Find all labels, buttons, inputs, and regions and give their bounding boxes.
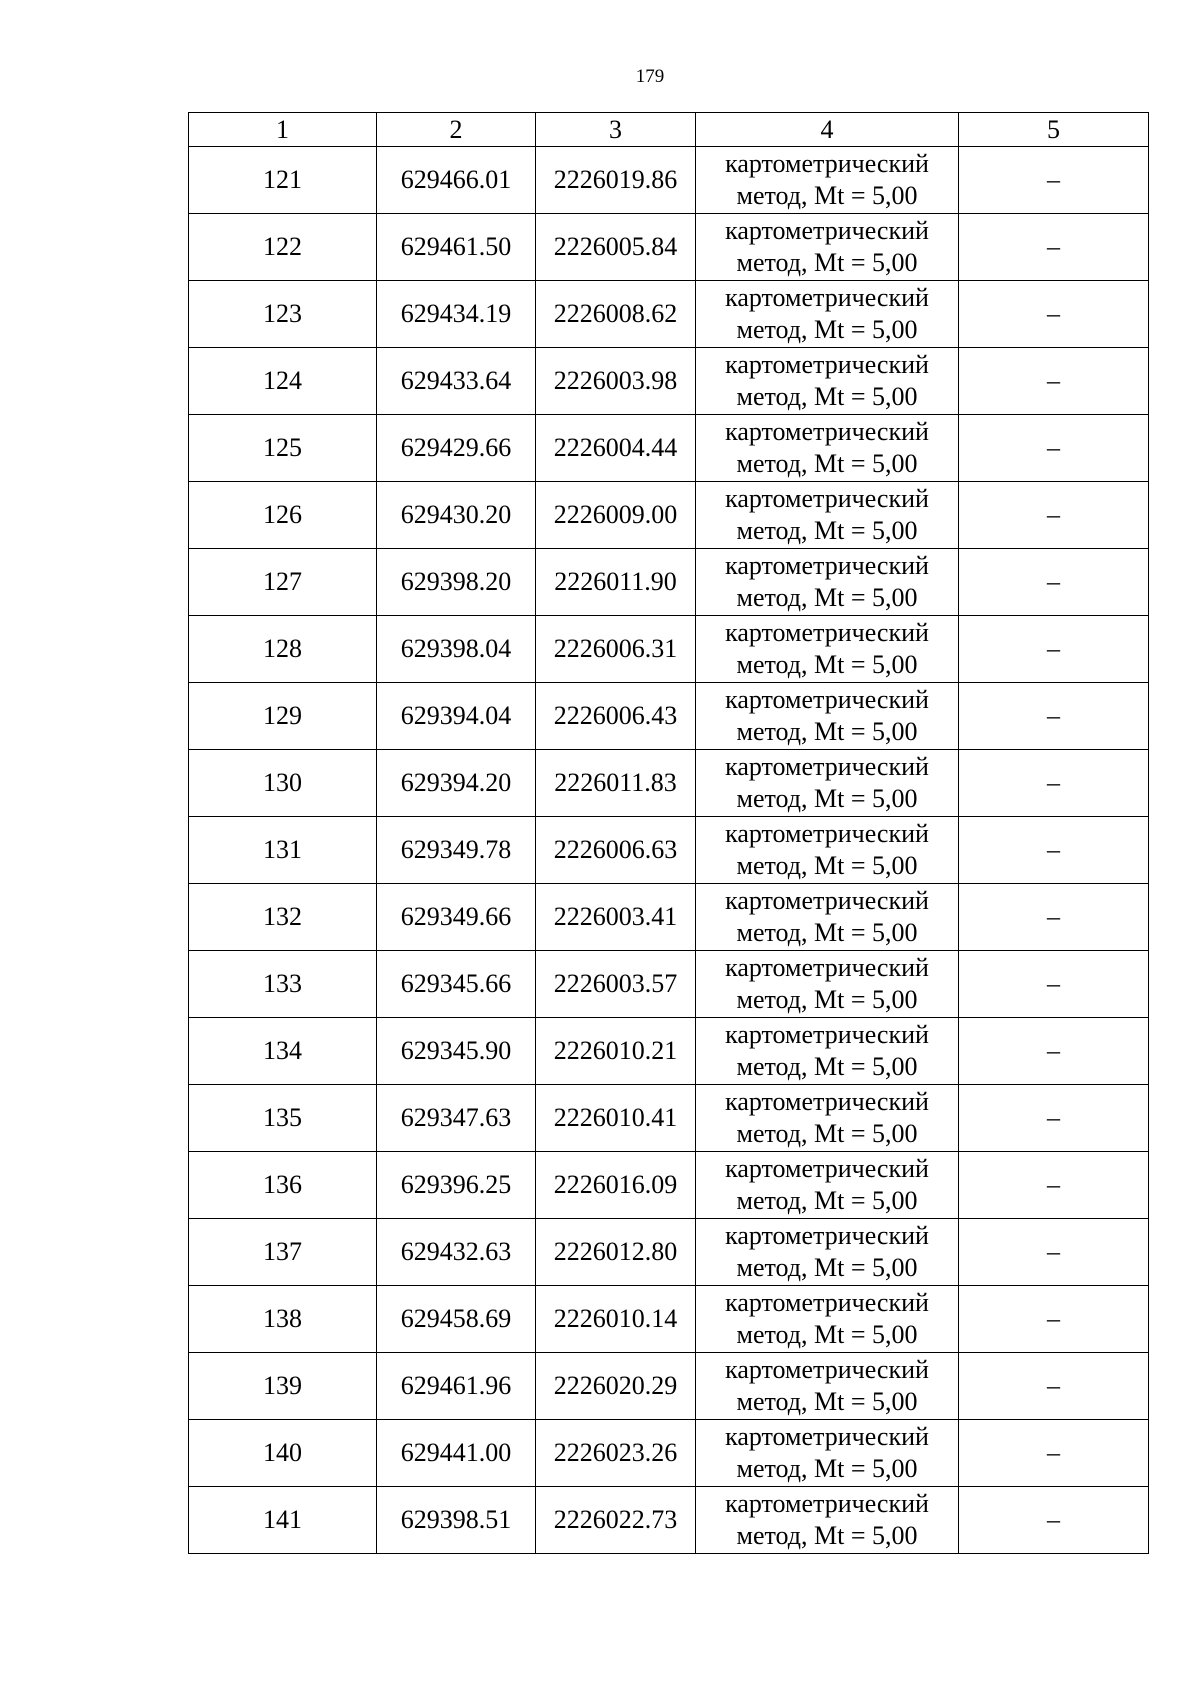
x-coordinate-cell: 629433.64 <box>377 348 536 415</box>
table-row <box>189 884 1149 951</box>
y-coordinate-cell: 2226010.21 <box>536 1018 696 1085</box>
point-number-cell: 128 <box>189 616 377 683</box>
point-number-cell: 125 <box>189 415 377 482</box>
method-cell <box>696 1018 959 1085</box>
method-cell <box>696 147 959 214</box>
method-line-1: картометрический <box>725 350 929 379</box>
table-row <box>189 1487 1149 1554</box>
method-line-2: метод, Mt = 5,00 <box>736 985 918 1014</box>
note-cell: – <box>959 348 1149 415</box>
method-cell <box>696 214 959 281</box>
x-coordinate-cell: 629458.69 <box>377 1286 536 1353</box>
method-line-1: картометрический <box>725 1489 929 1518</box>
x-coordinate-cell: 629347.63 <box>377 1085 536 1152</box>
method-cell <box>696 616 959 683</box>
method-line-2: метод, Mt = 5,00 <box>736 851 918 880</box>
point-number-cell: 129 <box>189 683 377 750</box>
y-coordinate-cell: 2226019.86 <box>536 147 696 214</box>
table-row <box>189 147 1149 214</box>
method-line-2: метод, Mt = 5,00 <box>736 315 918 344</box>
method-line-2: метод, Mt = 5,00 <box>736 1119 918 1148</box>
method-cell <box>696 281 959 348</box>
method-line-2: метод, Mt = 5,00 <box>736 248 918 277</box>
x-coordinate-cell: 629430.20 <box>377 482 536 549</box>
y-coordinate-cell: 2226010.41 <box>536 1085 696 1152</box>
table-header <box>189 113 1149 147</box>
y-coordinate-cell: 2226012.80 <box>536 1219 696 1286</box>
table-row <box>189 750 1149 817</box>
note-cell: – <box>959 683 1149 750</box>
y-coordinate-cell: 2226006.43 <box>536 683 696 750</box>
note-cell: – <box>959 1353 1149 1420</box>
table-row <box>189 482 1149 549</box>
note-cell: – <box>959 281 1149 348</box>
method-line-2: метод, Mt = 5,00 <box>736 1052 918 1081</box>
method-line-1: картометрический <box>725 551 929 580</box>
y-coordinate-cell: 2226016.09 <box>536 1152 696 1219</box>
x-coordinate-cell: 629432.63 <box>377 1219 536 1286</box>
note-cell: – <box>959 1286 1149 1353</box>
method-line-2: метод, Mt = 5,00 <box>736 1186 918 1215</box>
x-coordinate-cell: 629396.25 <box>377 1152 536 1219</box>
point-number-cell: 136 <box>189 1152 377 1219</box>
header-col-3: 3 <box>536 113 696 147</box>
table-row <box>189 616 1149 683</box>
y-coordinate-cell: 2226011.90 <box>536 549 696 616</box>
method-cell <box>696 1353 959 1420</box>
point-number-cell: 137 <box>189 1219 377 1286</box>
method-cell <box>696 348 959 415</box>
table-row <box>189 1018 1149 1085</box>
note-cell: – <box>959 1420 1149 1487</box>
method-line-1: картометрический <box>725 484 929 513</box>
method-line-1: картометрический <box>725 283 929 312</box>
method-cell <box>696 817 959 884</box>
method-cell <box>696 415 959 482</box>
method-line-2: метод, Mt = 5,00 <box>736 449 918 478</box>
y-coordinate-cell: 2226009.00 <box>536 482 696 549</box>
point-number-cell: 124 <box>189 348 377 415</box>
method-line-1: картометрический <box>725 1221 929 1250</box>
point-number-cell: 134 <box>189 1018 377 1085</box>
note-cell: – <box>959 616 1149 683</box>
method-line-1: картометрический <box>725 1020 929 1049</box>
method-cell <box>696 1219 959 1286</box>
method-line-1: картометрический <box>725 752 929 781</box>
method-line-1: картометрический <box>725 953 929 982</box>
x-coordinate-cell: 629466.01 <box>377 147 536 214</box>
method-line-2: метод, Mt = 5,00 <box>736 516 918 545</box>
method-line-1: картометрический <box>725 685 929 714</box>
note-cell: – <box>959 549 1149 616</box>
method-line-2: метод, Mt = 5,00 <box>736 650 918 679</box>
method-line-1: картометрический <box>725 1422 929 1451</box>
table-row <box>189 1286 1149 1353</box>
method-line-2: метод, Mt = 5,00 <box>736 784 918 813</box>
x-coordinate-cell: 629398.51 <box>377 1487 536 1554</box>
method-line-2: метод, Mt = 5,00 <box>736 382 918 411</box>
table-row <box>189 683 1149 750</box>
table-row <box>189 1152 1149 1219</box>
method-line-1: картометрический <box>725 1087 929 1116</box>
method-cell <box>696 482 959 549</box>
point-number-cell: 135 <box>189 1085 377 1152</box>
point-number-cell: 131 <box>189 817 377 884</box>
y-coordinate-cell: 2226022.73 <box>536 1487 696 1554</box>
note-cell: – <box>959 951 1149 1018</box>
note-cell: – <box>959 415 1149 482</box>
y-coordinate-cell: 2226006.63 <box>536 817 696 884</box>
y-coordinate-cell: 2226023.26 <box>536 1420 696 1487</box>
table-body <box>189 147 1149 1554</box>
point-number-cell: 122 <box>189 214 377 281</box>
method-cell <box>696 750 959 817</box>
table-row <box>189 1219 1149 1286</box>
point-number-cell: 130 <box>189 750 377 817</box>
coordinates-table <box>188 112 1149 1554</box>
note-cell: – <box>959 817 1149 884</box>
table-row <box>189 281 1149 348</box>
note-cell: – <box>959 1018 1149 1085</box>
method-line-1: картометрический <box>725 618 929 647</box>
table-row <box>189 817 1149 884</box>
header-col-1: 1 <box>189 113 377 147</box>
y-coordinate-cell: 2226010.14 <box>536 1286 696 1353</box>
point-number-cell: 127 <box>189 549 377 616</box>
method-line-2: метод, Mt = 5,00 <box>736 1253 918 1282</box>
method-line-1: картометрический <box>725 216 929 245</box>
x-coordinate-cell: 629434.19 <box>377 281 536 348</box>
table-row <box>189 549 1149 616</box>
x-coordinate-cell: 629398.20 <box>377 549 536 616</box>
point-number-cell: 141 <box>189 1487 377 1554</box>
method-line-2: метод, Mt = 5,00 <box>736 1387 918 1416</box>
method-cell <box>696 1085 959 1152</box>
method-line-1: картометрический <box>725 417 929 446</box>
page-number: 179 <box>635 66 665 87</box>
y-coordinate-cell: 2226005.84 <box>536 214 696 281</box>
y-coordinate-cell: 2226003.57 <box>536 951 696 1018</box>
method-cell <box>696 1487 959 1554</box>
table-row <box>189 348 1149 415</box>
y-coordinate-cell: 2226006.31 <box>536 616 696 683</box>
note-cell: – <box>959 214 1149 281</box>
point-number-cell: 132 <box>189 884 377 951</box>
method-cell <box>696 1420 959 1487</box>
method-line-2: метод, Mt = 5,00 <box>736 1521 918 1550</box>
method-line-2: метод, Mt = 5,00 <box>736 918 918 947</box>
header-col-5: 5 <box>959 113 1149 147</box>
method-line-1: картометрический <box>725 1154 929 1183</box>
note-cell: – <box>959 147 1149 214</box>
header-col-2: 2 <box>377 113 536 147</box>
note-cell: – <box>959 1487 1149 1554</box>
table-row <box>189 214 1149 281</box>
note-cell: – <box>959 1219 1149 1286</box>
x-coordinate-cell: 629349.78 <box>377 817 536 884</box>
note-cell: – <box>959 1152 1149 1219</box>
method-line-1: картометрический <box>725 886 929 915</box>
method-cell <box>696 683 959 750</box>
y-coordinate-cell: 2226003.41 <box>536 884 696 951</box>
point-number-cell: 138 <box>189 1286 377 1353</box>
method-line-2: метод, Mt = 5,00 <box>736 583 918 612</box>
x-coordinate-cell: 629461.96 <box>377 1353 536 1420</box>
x-coordinate-cell: 629461.50 <box>377 214 536 281</box>
method-line-2: метод, Mt = 5,00 <box>736 717 918 746</box>
note-cell: – <box>959 482 1149 549</box>
x-coordinate-cell: 629345.66 <box>377 951 536 1018</box>
method-line-1: картометрический <box>725 1355 929 1384</box>
y-coordinate-cell: 2226004.44 <box>536 415 696 482</box>
note-cell: – <box>959 750 1149 817</box>
point-number-cell: 126 <box>189 482 377 549</box>
table-row <box>189 951 1149 1018</box>
table-row <box>189 415 1149 482</box>
method-cell <box>696 549 959 616</box>
note-cell: – <box>959 884 1149 951</box>
x-coordinate-cell: 629345.90 <box>377 1018 536 1085</box>
y-coordinate-cell: 2226008.62 <box>536 281 696 348</box>
y-coordinate-cell: 2226020.29 <box>536 1353 696 1420</box>
header-row <box>189 113 1149 147</box>
point-number-cell: 133 <box>189 951 377 1018</box>
method-line-1: картометрический <box>725 819 929 848</box>
x-coordinate-cell: 629441.00 <box>377 1420 536 1487</box>
method-line-1: картометрический <box>725 1288 929 1317</box>
x-coordinate-cell: 629349.66 <box>377 884 536 951</box>
x-coordinate-cell: 629394.04 <box>377 683 536 750</box>
point-number-cell: 140 <box>189 1420 377 1487</box>
method-cell <box>696 1286 959 1353</box>
method-line-2: метод, Mt = 5,00 <box>736 1454 918 1483</box>
method-line-2: метод, Mt = 5,00 <box>736 1320 918 1349</box>
method-cell <box>696 951 959 1018</box>
table-row <box>189 1353 1149 1420</box>
y-coordinate-cell: 2226003.98 <box>536 348 696 415</box>
method-cell <box>696 1152 959 1219</box>
x-coordinate-cell: 629429.66 <box>377 415 536 482</box>
x-coordinate-cell: 629398.04 <box>377 616 536 683</box>
header-col-4: 4 <box>696 113 959 147</box>
method-line-2: метод, Mt = 5,00 <box>736 181 918 210</box>
point-number-cell: 121 <box>189 147 377 214</box>
x-coordinate-cell: 629394.20 <box>377 750 536 817</box>
method-cell <box>696 884 959 951</box>
point-number-cell: 139 <box>189 1353 377 1420</box>
method-line-1: картометрический <box>725 149 929 178</box>
point-number-cell: 123 <box>189 281 377 348</box>
table-row <box>189 1420 1149 1487</box>
table-row <box>189 1085 1149 1152</box>
note-cell: – <box>959 1085 1149 1152</box>
y-coordinate-cell: 2226011.83 <box>536 750 696 817</box>
